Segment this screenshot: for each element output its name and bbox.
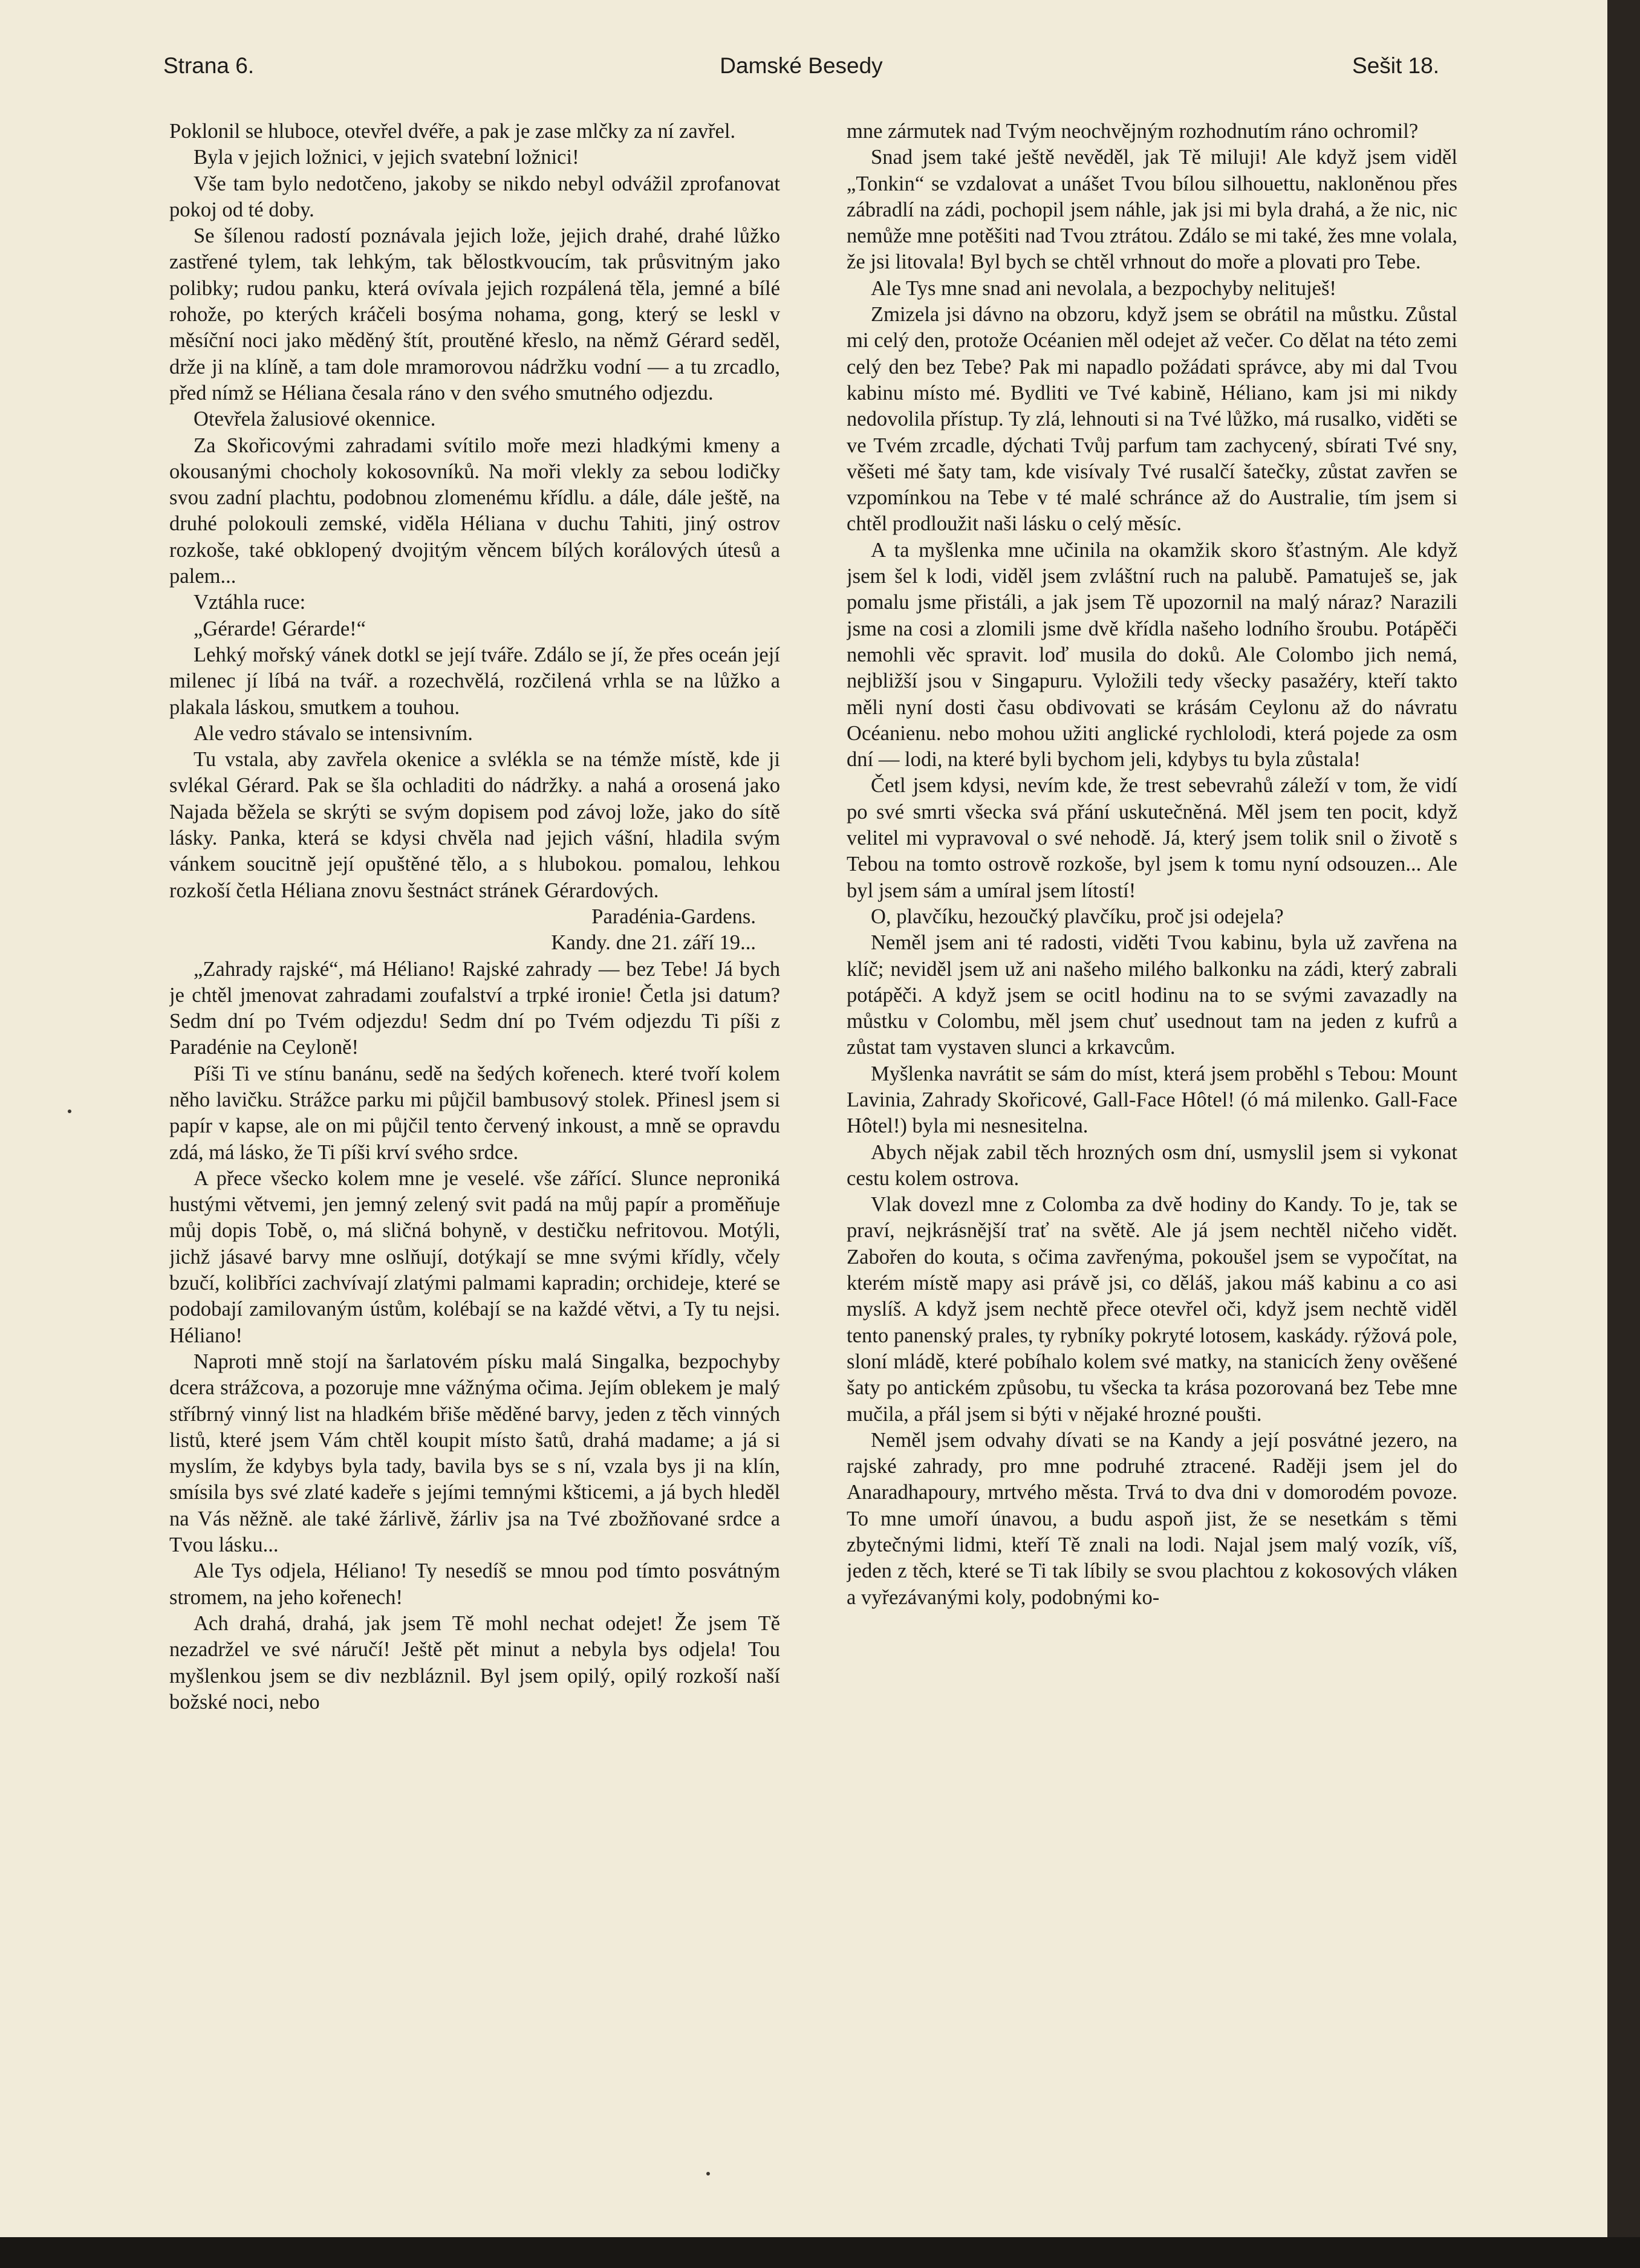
paragraph: Ach drahá, drahá, jak jsem Tě mohl nechat odejet! Že jsem Tě nezadržel ve své náručí! Ještě pět minut a nebyla bys odjela! Tou myšlenkou jsem se div nezbláznil. Byl jsem opilý, opilý rozkoší naší božské noci, nebo bbox=[169, 1611, 780, 1714]
paragraph: Neměl jsem odvahy dívati se na Kandy a její posvátné jezero, na rajské zahrady, pro mne podruhé ztracené. Raději jsem jel do Anaradhapoury, mrtvého města. Trvá to dva dni v domorodém povoze. To mne umoří únavou, a budu aspoň jist, že se nesetkám s těmi zbytečnými lidmi, kteří Tě znali na lodi. Najal jsem malý vozík, víš, jeden z těch, které se Ti tak líbily se svou plachtou z kokosových vláken a vyřezávanými koly, podobnými ko- bbox=[847, 1428, 1457, 1609]
paragraph: Kandy. dne 21. září 19... bbox=[551, 931, 756, 955]
paragraph: Vztáhla ruce: bbox=[194, 591, 306, 614]
paragraph: „Gérarde! Gérarde!“ bbox=[194, 617, 366, 640]
paragraph: Zmizela jsi dávno na obzoru, když jsem se obrátil na můstku. Zůstal mi celý den, protože Océanien měl odejet až večer. Co dělat na této zemi celý den bez Tebe? Pak mi napadlo požádati správce, aby mi dal Tvou kabinu místo mé. Bydliti ve Tvé kabině, Héliano, kam jsi mi nikdy nedovolila přístup. Ty zlá, lehnouti si na Tvé lůžko, má rusalko, viděti se ve Tvém zrcadle, dýchati Tvůj parfum tam zachycený, sbírati Tvé sny, věšeti mé šaty tam, kde visívaly Tvé rusalčí šatečky, zůstat zavřen se vzpomínkou na Tebe v té malé schránce až do Australie, tím jsem si chtěl prodloužit naši lásku o celý měsíc. bbox=[847, 303, 1457, 536]
paragraph: Myšlenka navrátit se sám do míst, která jsem proběhl s Tebou: Mount Lavinia, Zahrady Skořicové, Gall-Face Hôtel! (ó má milenko. Gall-Face Hôtel!) byla mi nesnesitelna. bbox=[847, 1062, 1457, 1138]
text-column-left bbox=[169, 119, 780, 2192]
paragraph: Paradénia-Gardens. bbox=[591, 905, 756, 928]
header-journal-title: Damské Besedy bbox=[720, 53, 883, 78]
paragraph: Ale Tys mne snad ani nevolala, a bezpochyby nelituješ! bbox=[871, 276, 1336, 300]
paragraph: mne zármutek nad Tvým neochvějným rozhodnutím ráno ochromil? bbox=[847, 120, 1419, 143]
paragraph: „Zahrady rajské“, má Héliano! Rajské zahrady — bez Tebe! Já bych je chtěl jmenovat zahradami zoufalství a trpké ironie! Četla jsi datum? Sedm dní po Tvém odjezdu! Sedm dní po Tvém odjezdu Ti píši z Paradénie na Ceyloně! bbox=[169, 957, 780, 1059]
header-page-number: Strana 6. bbox=[163, 53, 255, 78]
paragraph: Byla v jejich ložnici, v jejich svatební ložnici! bbox=[194, 146, 579, 169]
paragraph: Lehký mořský vánek dotkl se její tváře. Zdálo se jí, že přes oceán její milenec jí líbá na tvář. a rozechvělá, rozčilená vrhla se na lůžko a plakala láskou, smutkem a touhou. bbox=[169, 643, 780, 719]
scan-edge-bottom bbox=[0, 2237, 1640, 2268]
paragraph: Za Skořicovými zahradami svítilo moře mezi hladkými kmeny a okousanými chocholy kokosovníků. Na moři vlekly za sebou lodičky svou zadní plachtu, podobnou zlomenému křídlu. a dále, dále ještě, na druhé polokouli zemské, viděla Héliana v duchu Tahiti, jiný ostrov rozkoše, také obklopený dvojitým věncem bílých korálových útesů a palem... bbox=[169, 434, 780, 588]
paper-speck bbox=[68, 1110, 71, 1113]
paragraph: Píši Ti ve stínu banánu, sedě na šedých kořenech. které tvoří kolem něho lavičku. Strážce parku mi půjčil bambusový stolek. Přinesl jsem si papír v kapse, ale on mi půjčil tento červený inkoust, a mně se opravdu zdá, má lásko, že Ti píši krví svého srdce. bbox=[169, 1062, 780, 1164]
paragraph: Tu vstala, aby zavřela okenice a svlékla se na témže místě, kde ji svlékal Gérard. Pak se šla ochladiti do nádržky. a nahá a orosená jako Najada běžela se skrýti se svým dopisem pod závoj lože, jako do sítě lásky. Panka, která se kdysi chvěla nad jejich vášní, hladila svým vánkem soucitně její opuštěné tělo, a s hlubokou. pomalou, lehkou rozkoší četla Héliana znovu šestnáct stránek Gérardových. bbox=[169, 748, 780, 902]
text-column-right bbox=[847, 119, 1457, 2192]
paper-speck bbox=[706, 2172, 710, 2175]
paragraph: Četl jsem kdysi, nevím kde, že trest sebevrahů záleží v tom, že vidí po své smrti všecka svá přání uskutečněná. Měl jsem ten pocit, když velitel mi vypravoval o své nehodě. Já, který jsem tolik snil o životě s Tebou na tomto ostrově rozkoše, byl jsem k tomu nyní odsouzen... Ale byl jsem sám a umíral jsem lítostí! bbox=[847, 774, 1457, 902]
paragraph: O, plavčíku, hezoučký plavčíku, proč jsi odejela? bbox=[871, 905, 1284, 928]
paragraph: Ale Tys odjela, Héliano! Ty nesedíš se mnou pod tímto posvátným stromem, na jeho kořenech! bbox=[169, 1559, 780, 1609]
paragraph: Abych nějak zabil těch hrozných osm dní, usmyslil jsem si vykonat cestu kolem ostrova. bbox=[847, 1140, 1457, 1190]
paragraph: A přece všecko kolem mne je veselé. vše zářící. Slunce neproniká hustými větvemi, jen jemný zelený svit padá na můj papír a proměňuje můj dopis Tobě, o, má sličná bohyně, v destičku nefritovou. Motýli, jichž jásavé barvy mne oslňují, dotýkají se mne svými křídly, včely bzučí, kolibříci zachvívají zlatými palmami kapradin; orchideje, které se podobají zamilovaným ústům, kolébají se na každé větvi, a Ty tu nejsi. Héliano! bbox=[169, 1166, 780, 1347]
paragraph: Snad jsem také ještě nevěděl, jak Tě miluji! Ale když jsem viděl „Tonkin“ se vzdalovat a unášet Tvou bílou silhouettu, nakloněnou přes zábradlí na zádi, pochopil jsem náhle, jak jsi mi byla drahá, a že nic, nic nemůže mne potěšiti nad Tvou ztrátou. Zdálo se mi také, žes mne volala, že jsi litovala! Byl bych se chtěl vrhnout do moře a plovati pro Tebe. bbox=[847, 146, 1457, 274]
paragraph: Ale vedro stávalo se intensivním. bbox=[194, 721, 473, 745]
running-header bbox=[163, 53, 1439, 89]
header-issue-number: Sešit 18. bbox=[1352, 53, 1439, 78]
paragraph: Poklonil se hluboce, otevřel dvéře, a pak je zase mlčky za ní zavřel. bbox=[169, 120, 736, 143]
paragraph: Otevřela žalusiové okennice. bbox=[194, 408, 436, 431]
paragraph: A ta myšlenka mne učinila na okamžik skoro šťastným. Ale když jsem šel k lodi, viděl jsem zvláštní ruch na palubě. Pamatuješ se, jak pomalu jsme přistáli, a jak jsem Tě upozornil na malý náraz? Narazili jsme na cosi a zlomili jsme dvě křídla našeho lodního šroubu. Potápěči nemohli věc spravit. loď musila do doků. Ale Colombo jich nemá, nejbližší jsou v Singapuru. Vyložili tedy všecky pasažéry, kteří takto měli nyní dosti času obdivovati se krásám Ceylonu až do návratu Océanienu. nebo mohou užiti anglické rychlolodi, která pojede za osm dní — lodi, na které byli bychom jeli, kdybys tu byla zůstala! bbox=[847, 538, 1457, 772]
paragraph: Vlak dovezl mne z Colomba za dvě hodiny do Kandy. To je, tak se praví, nejkrásnější trať na světě. Ale já jsem nechtěl ničeho vidět. Zabořen do kouta, s očima zavřenýma, pokoušel jsem se vypočítat, na kterém místě mapy asi právě jsi, co děláš, jakou máš kabinu a co asi myslíš. A když jsem nechtě přece otevřel oči, když jsem nechtě viděl tento panenský prales, ty rybníky pokryté lotosem, kaskády. rýžová pole, sloní mládě, které pobíhalo kolem své matky, na stanicích ženy ověšené šaty po antickém způsobu, tu všecka ta krása pozorovaná bez Tebe mne mučila, a přál jsem si býti v nějaké hrozné poušti. bbox=[847, 1193, 1457, 1426]
scan-edge-right bbox=[1607, 0, 1640, 2268]
paragraph: Naproti mně stojí na šarlatovém písku malá Singalka, bezpochyby dcera strážcova, a pozoruje mne vážnýma očima. Jejím oblekem je malý stříbrný vinný list na hladkém břiše měděné barvy, jeden z těch vinných listů, které jsem Vám chtěl koupit místo šatů, drahá madame; a já si myslím, že kdybys byla tady, bavila bys se s ní, vzala bys ji na klín, smísila bys své zlaté kadeře s jejími temnými kšticemi, a já bych hleděl na Vás něžně. ale také žárlivě, žárliv jsa na Tvé zbožňované srdce a Tvou lásku... bbox=[169, 1350, 780, 1557]
paragraph: Neměl jsem ani té radosti, viděti Tvou kabinu, byla už zavřena na klíč; neviděl jsem už ani našeho milého balkonku na zádi, který zabrali potápěči. A když jsem se ocitl hodinu na to se svými zavazadly na můstku v Colombu, měl jsem chuť usednout tam na jeden z kufrů a zůstat tam vystaven slunci a krkavcům. bbox=[847, 931, 1457, 1059]
paragraph: Vše tam bylo nedotčeno, jakoby se nikdo nebyl odvážil zprofanovat pokoj od té doby. bbox=[169, 172, 780, 221]
paragraph: Se šílenou radostí poznávala jejich lože, jejich drahé, drahé lůžko zastřené tylem, tak lehkým, tak bělostkvoucím, tak průsvitným jako polibky; rudou panku, která ovívala jejich rozpálená těla, jemné a bílé rohože, po kterých kráčeli bosýma nohama, gong, který se leskl v měsíční noci jako měděný štít, proutěné křeslo, na němž Gérard seděl, drže ji na klíně, a tam dole mramorovou nádržku vodní — a tu zrcadlo, před nímž se Héliana česala ráno v den svého smutného odjezdu. bbox=[169, 224, 780, 405]
